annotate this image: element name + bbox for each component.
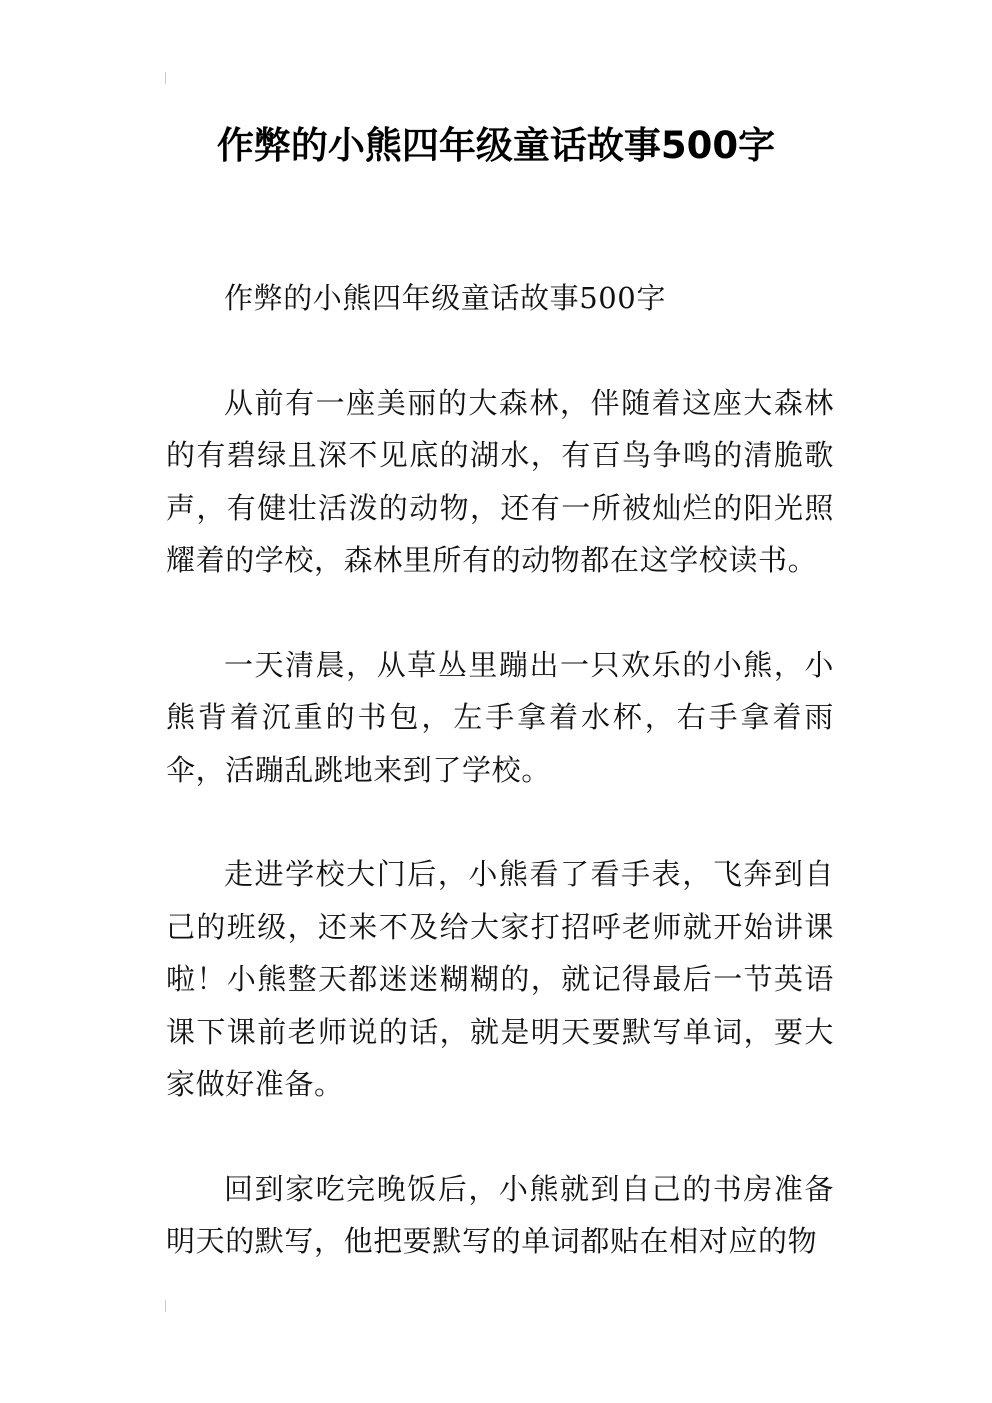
document-body [166, 272, 834, 1268]
paragraph-4: 回到家吃完晚饭后，小熊就到自己的书房准备明天的默写，他把要默写的单词都贴在相对应的物 [166, 1171, 834, 1258]
crop-mark-bottom [165, 1300, 166, 1312]
crop-mark-top [165, 72, 166, 84]
paragraph-1: 从前有一座美丽的大森林，伴随着这座大森林的有碧绿且深不见底的湖水，有百鸟争鸣的清脆歌声，有健壮活泼的动物，还有一所被灿烂的阳光照耀着的学校，森林里所有的动物都在这学校读书。 [166, 385, 834, 577]
document-subtitle: 作弊的小熊四年级童话故事500字 [224, 281, 666, 315]
paragraph-2: 一天清晨，从草丛里蹦出一只欢乐的小熊，小熊背着沉重的书包，左手拿着水杯，右手拿着雨伞，活蹦乱跳地来到了学校。 [166, 647, 834, 787]
paragraph-3: 走进学校大门后，小熊看了看手表，飞奔到自己的班级，还来不及给大家打招呼老师就开始讲课啦！小熊整天都迷迷糊糊的，就记得最后一节英语课下课前老师说的话，就是明天要默写单词，要大家做好准备。 [166, 857, 834, 1101]
document-title: 作弊的小熊四年级童话故事500字 [216, 124, 776, 167]
